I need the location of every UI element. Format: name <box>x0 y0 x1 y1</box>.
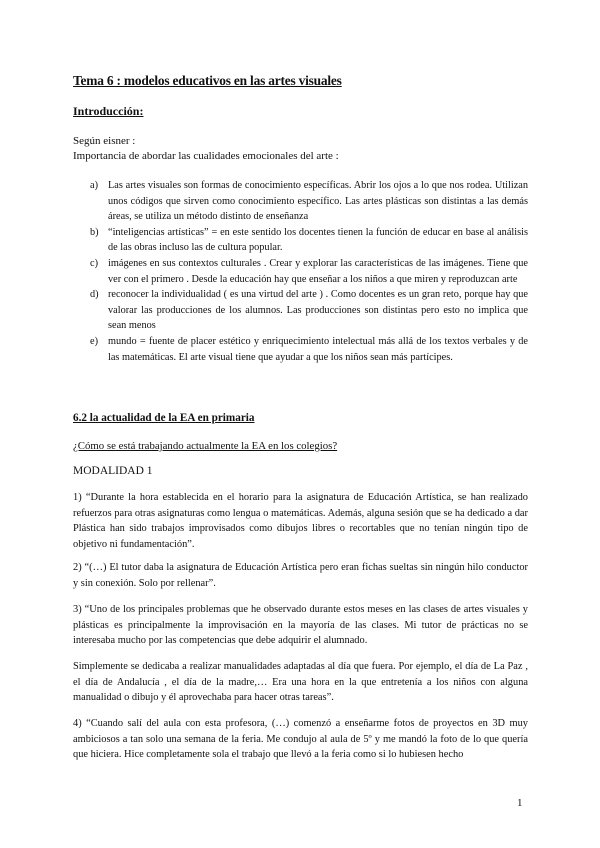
quote-paragraph-1: 1) “Durante la hora establecida en el horario para la asignatura de Educación Artística, se han realizado refuerzos para otras asignaturas como lengua o matemáticas. Además, alguna sesión que se ha dedicado a dar Plástica han sido trabajos improvisados como dibujos libres o recortables que no tenían ningún tipo de objetivo ni fundamentación”. <box>73 492 528 550</box>
quote-paragraph-2: 2) “(…) El tutor daba la asignatura de Educación Artística pero eran fichas sueltas sin ningún hilo conductor y sin conexión. Solo por rellenar”. <box>73 562 528 589</box>
section-heading: 6.2 la actualidad de la EA en primaria <box>73 412 255 424</box>
list-marker: a) <box>90 180 98 191</box>
list-marker: b) <box>90 226 99 238</box>
section-question: ¿Cómo se está trabajando actualmente la EA en los colegios? <box>73 440 338 452</box>
document-title: Tema 6 : modelos educativos en las artes visuales <box>73 73 342 88</box>
list-item <box>90 225 528 256</box>
list-item-text: “inteligencias artísticas” = en este sentido los docentes tienen la función de educar en base al análisis de las obras incluso las de cultura popular. <box>108 226 528 254</box>
list-marker: e) <box>90 335 98 347</box>
author-line: Según eisner : <box>73 135 136 147</box>
quote-paragraph-4: 4) “Cuando salí del aula con esta profesora, (…) comenzó a enseñarme fotos de proyectos en 3D muy ambiciosos a tan solo una semana de la feria. Me condujo al aula de 5º y me mandó la foto de lo que quería que hiciera. Hice completamente sola el trabajo que llevó a la feria como si lo hubiesen hecho <box>73 718 528 761</box>
list-marker: d) <box>90 289 99 301</box>
page-number: 1 <box>517 797 523 809</box>
intro-heading: Introducción: <box>73 104 144 118</box>
list-marker: c) <box>90 257 98 269</box>
list-item-text: Las artes visuales son formas de conocimiento específicas. Abrir los ojos a lo que nos rodea. Utilizan unos códigos que sirven como conocimiento específico. Las artes plásticas son distintas a las demás áreas, se utiliza un método distinto de enseñanza <box>108 180 528 223</box>
quote-paragraph-3b: Simplemente se dedicaba a realizar manualidades adaptadas al día que fuera. Por ejemplo, el día de La Paz , el día de Andalucía , el día de la madre,… Era una hora en la que entretenía a los niños con alguna manualidad o dibujo y él aprovechaba para hacer otras tareas”. <box>73 661 528 704</box>
list-item-text: mundo = fuente de placer estético y enriquecimiento intelectual más allá de los textos verbales y de las matemáticas. El arte visual tiene que ayudar a que los niños sean más partícipes. <box>108 335 528 363</box>
list-item <box>90 287 528 334</box>
modalidad-heading: MODALIDAD 1 <box>73 465 153 477</box>
quote-paragraph-3: 3) “Uno de los principales problemas que he observado durante estos meses en las clases de artes visuales y plásticas es principalmente la improvisación en la mayoría de las clases. Mi tutor de prácticas no se interesaba mucho por las competencias que debe adquirir el alumnado. <box>73 604 528 647</box>
list-item <box>90 334 528 365</box>
importance-line: Importancia de abordar las cualidades emocionales del arte : <box>73 150 339 162</box>
list-item <box>90 178 528 225</box>
list-item-text: imágenes en sus contextos culturales . Crear y explorar las características de las imágenes. Tiene que ver con el primero . Desde la educación hay que enseñar a los niños a que miren y reproduzcan arte <box>108 257 528 285</box>
list-item <box>90 256 528 287</box>
qualities-list <box>90 178 528 365</box>
list-item-text: reconocer la individualidad ( es una virtud del arte ) . Como docentes es un gran reto, porque hay que valorar las producciones de los alumnos. Las producciones son distintas pero esto no implica que sean menos <box>108 289 528 332</box>
